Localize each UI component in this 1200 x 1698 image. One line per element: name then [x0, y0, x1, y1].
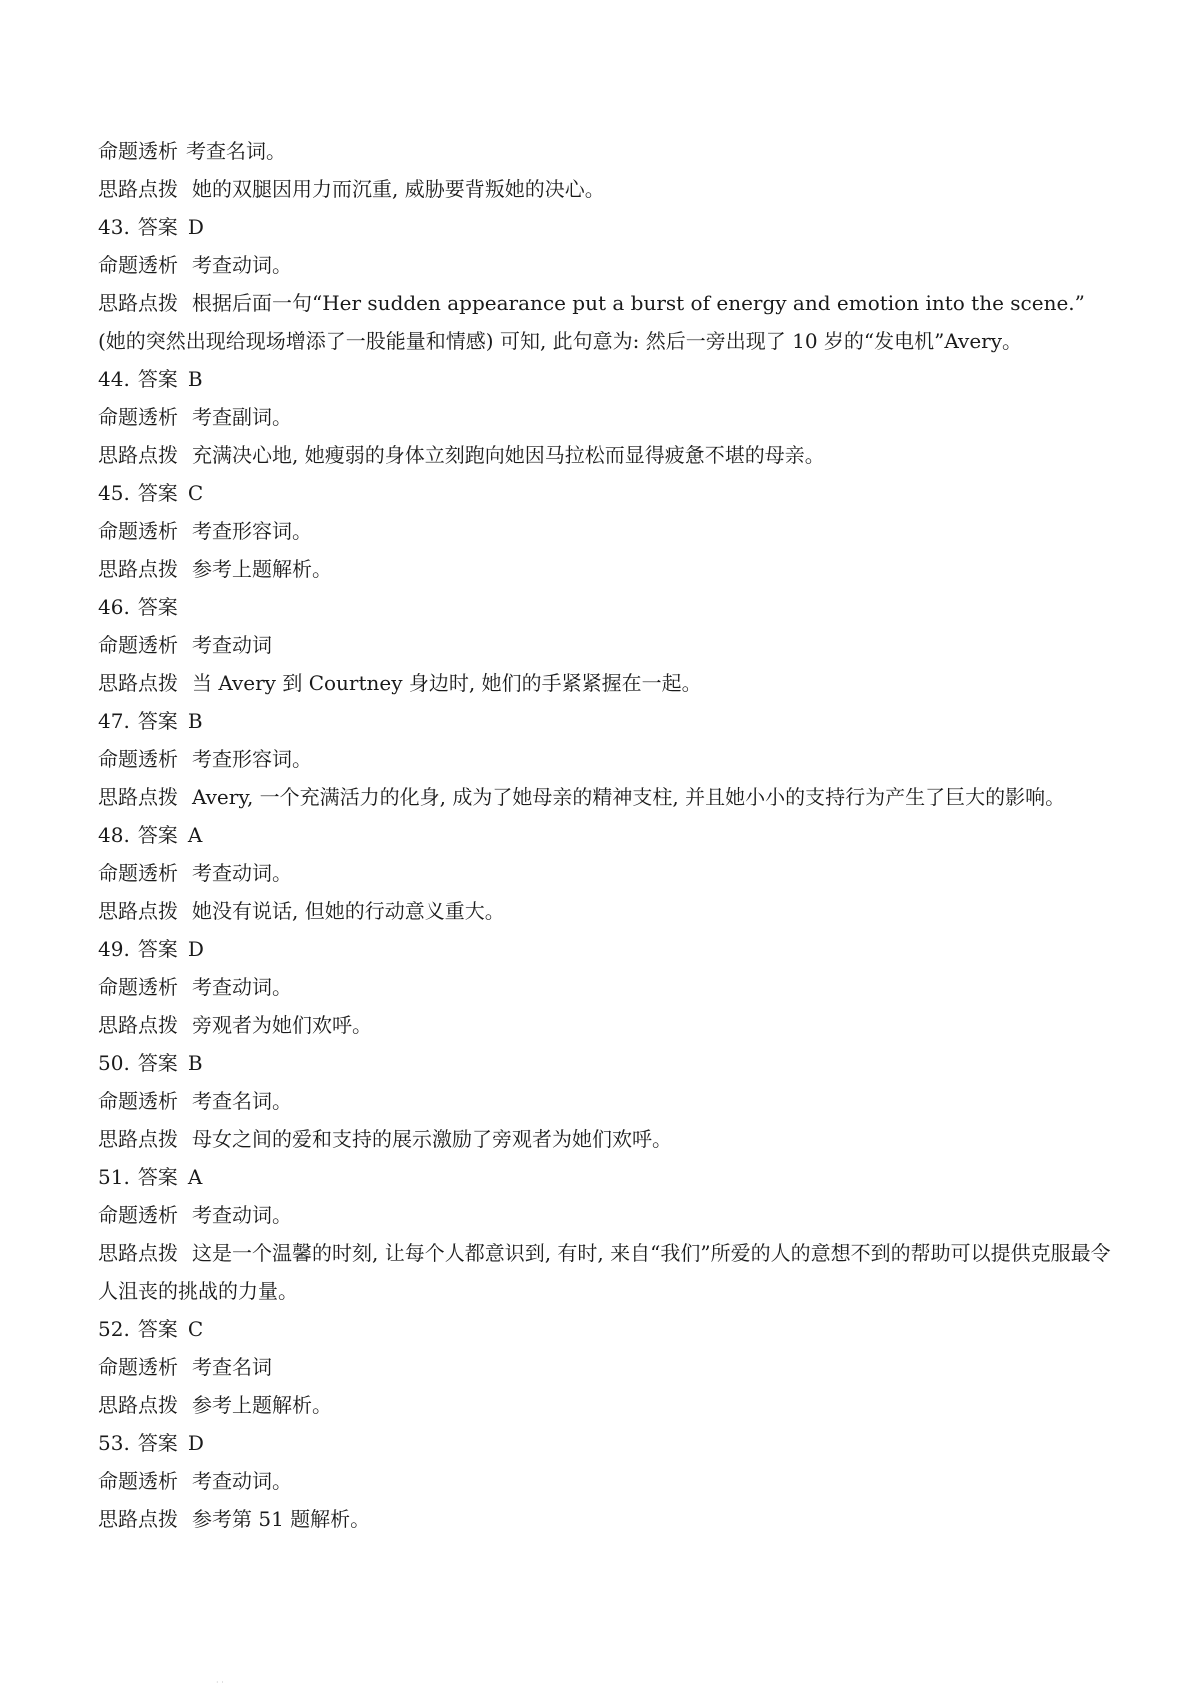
- analysis-line-50: [98, 1082, 1118, 1120]
- question-number: 47.: [98, 709, 130, 733]
- analysis-label: 命题透析: [98, 747, 178, 771]
- hint-label: 思路点拨: [98, 1393, 178, 1417]
- hint-line-47: [98, 778, 1118, 816]
- answer-label: 答案: [137, 595, 178, 619]
- question-number: 49.: [98, 937, 130, 961]
- answer-value: D: [187, 1431, 204, 1455]
- answer-value: A: [187, 1165, 203, 1189]
- hint-text: 参考上题解析。: [192, 557, 332, 581]
- answer-line-48: [98, 816, 1118, 854]
- analysis-text: 考查动词。: [192, 975, 292, 999]
- hint-text: 充满决心地, 她瘦弱的身体立刻跑向她因马拉松而显得疲惫不堪的母亲。: [192, 443, 825, 467]
- answer-line-52: [98, 1310, 1118, 1348]
- question-number: 43.: [98, 215, 130, 239]
- hint-label: 思路点拨: [98, 785, 178, 809]
- analysis-text: 考查动词。: [192, 1469, 292, 1493]
- question-number: 44.: [98, 367, 130, 391]
- answer-line-43: [98, 208, 1118, 246]
- answer-line-49: [98, 930, 1118, 968]
- analysis-text: 考查动词。: [192, 861, 292, 885]
- hint-label: 思路点拨: [98, 291, 178, 315]
- hint-line-46: [98, 664, 1118, 702]
- hint-text: 她的双腿因用力而沉重, 威胁要背叛她的决心。: [192, 177, 605, 201]
- answer-label: 答案: [137, 1051, 178, 1075]
- answer-value: D: [187, 215, 204, 239]
- question-number: 53.: [98, 1431, 130, 1455]
- answer-line-45: [98, 474, 1118, 512]
- analysis-label: 命题透析: [98, 405, 178, 429]
- question-number: 48.: [98, 823, 130, 847]
- analysis-text: 考查形容词。: [192, 747, 312, 771]
- analysis-label: 命题透析: [98, 861, 178, 885]
- question-number: 52.: [98, 1317, 130, 1341]
- hint-text: 当 Avery 到 Courtney 身边时, 她们的手紧紧握在一起。: [192, 671, 702, 695]
- answer-label: 答案: [137, 215, 178, 239]
- intro-analysis-line: [98, 132, 1118, 170]
- footer-dots: · ·: [216, 1678, 224, 1687]
- analysis-line-43: [98, 246, 1118, 284]
- analysis-label: 命题透析: [98, 1089, 178, 1113]
- answer-value: B: [187, 1051, 203, 1075]
- analysis-line-44: [98, 398, 1118, 436]
- analysis-text: 考查动词。: [192, 253, 292, 277]
- hint-text: 参考上题解析。: [192, 1393, 332, 1417]
- analysis-text: 考查副词。: [192, 405, 292, 429]
- hint-label: 思路点拨: [98, 1013, 178, 1037]
- answer-label: 答案: [137, 823, 178, 847]
- analysis-line-46: [98, 626, 1118, 664]
- analysis-text: 考查动词。: [192, 1203, 292, 1227]
- hint-label: 思路点拨: [98, 1507, 178, 1531]
- answer-value: B: [187, 709, 203, 733]
- hint-label: 思路点拨: [98, 899, 178, 923]
- analysis-line-53: [98, 1462, 1118, 1500]
- analysis-text: 考查名词。: [192, 1089, 292, 1113]
- analysis-line-49: [98, 968, 1118, 1006]
- hint-label: 思路点拨: [98, 443, 178, 467]
- hint-label: 思路点拨: [98, 1127, 178, 1151]
- answer-label: 答案: [137, 481, 178, 505]
- answer-line-53: [98, 1424, 1118, 1462]
- answer-label: 答案: [137, 1317, 178, 1341]
- hint-text: 这是一个温馨的时刻, 让每个人都意识到, 有时, 来自“我们”所爱的人的意想不到的帮助可以提供克服最令人沮丧的挑战的力量。: [98, 1241, 1111, 1303]
- answer-line-50: [98, 1044, 1118, 1082]
- analysis-label: 命题透析: [98, 975, 178, 999]
- hint-line-52: [98, 1386, 1118, 1424]
- analysis-text: 考查名词。: [186, 139, 286, 163]
- intro-hint-line: [98, 170, 1118, 208]
- hint-label: 思路点拨: [98, 557, 178, 581]
- hint-line-44: [98, 436, 1118, 474]
- hint-line-49: [98, 1006, 1118, 1044]
- hint-text: Avery, 一个充满活力的化身, 成为了她母亲的精神支柱, 并且她小小的支持行为产生了巨大的影响。: [192, 785, 1066, 809]
- question-number: 46.: [98, 595, 130, 619]
- answer-document: [98, 132, 1118, 1538]
- answer-label: 答案: [137, 1431, 178, 1455]
- analysis-label: 命题透析: [98, 253, 178, 277]
- question-number: 51.: [98, 1165, 130, 1189]
- analysis-line-48: [98, 854, 1118, 892]
- hint-line-50: [98, 1120, 1118, 1158]
- hint-line-51: [98, 1234, 1118, 1310]
- analysis-line-52: [98, 1348, 1118, 1386]
- answer-value: A: [187, 823, 203, 847]
- question-number: 45.: [98, 481, 130, 505]
- hint-text: 根据后面一句“Her sudden appearance put a burst of energy and emotion into the scene.” (她的突然出现给现场增添了一股能量和情感) 可知, 此句意为: 然后一旁出现了 10 岁的“发电机”Avery。: [98, 291, 1085, 353]
- analysis-text: 考查动词: [192, 633, 272, 657]
- hint-label: 思路点拨: [98, 671, 178, 695]
- answer-value: C: [187, 481, 204, 505]
- hint-line-48: [98, 892, 1118, 930]
- hint-text: 母女之间的爱和支持的展示激励了旁观者为她们欢呼。: [192, 1127, 672, 1151]
- analysis-label: 命题透析: [98, 633, 178, 657]
- answer-label: 答案: [137, 709, 178, 733]
- answer-line-46: [98, 588, 1118, 626]
- hint-label: 思路点拨: [98, 177, 178, 201]
- analysis-text: 考查名词: [192, 1355, 272, 1379]
- analysis-text: 考查形容词。: [192, 519, 312, 543]
- analysis-line-45: [98, 512, 1118, 550]
- answer-line-47: [98, 702, 1118, 740]
- hint-text: 旁观者为她们欢呼。: [192, 1013, 372, 1037]
- answer-label: 答案: [137, 367, 178, 391]
- question-number: 50.: [98, 1051, 130, 1075]
- answer-label: 答案: [137, 937, 178, 961]
- answer-value: D: [187, 937, 204, 961]
- analysis-line-51: [98, 1196, 1118, 1234]
- answer-line-44: [98, 360, 1118, 398]
- answer-line-51: [98, 1158, 1118, 1196]
- analysis-label: 命题透析: [98, 519, 178, 543]
- answer-value: B: [187, 367, 203, 391]
- analysis-label: 命题透析: [98, 1355, 178, 1379]
- hint-line-45: [98, 550, 1118, 588]
- analysis-label: 命题透析: [98, 1469, 178, 1493]
- hint-label: 思路点拨: [98, 1241, 178, 1265]
- analysis-label: 命题透析: [98, 1203, 178, 1227]
- hint-line-53: [98, 1500, 1118, 1538]
- answer-value: C: [187, 1317, 204, 1341]
- hint-line-43: [98, 284, 1118, 360]
- hint-text: 她没有说话, 但她的行动意义重大。: [192, 899, 505, 923]
- analysis-label: 命题透析: [98, 139, 178, 163]
- answer-label: 答案: [137, 1165, 178, 1189]
- analysis-line-47: [98, 740, 1118, 778]
- hint-text: 参考第 51 题解析。: [192, 1507, 371, 1531]
